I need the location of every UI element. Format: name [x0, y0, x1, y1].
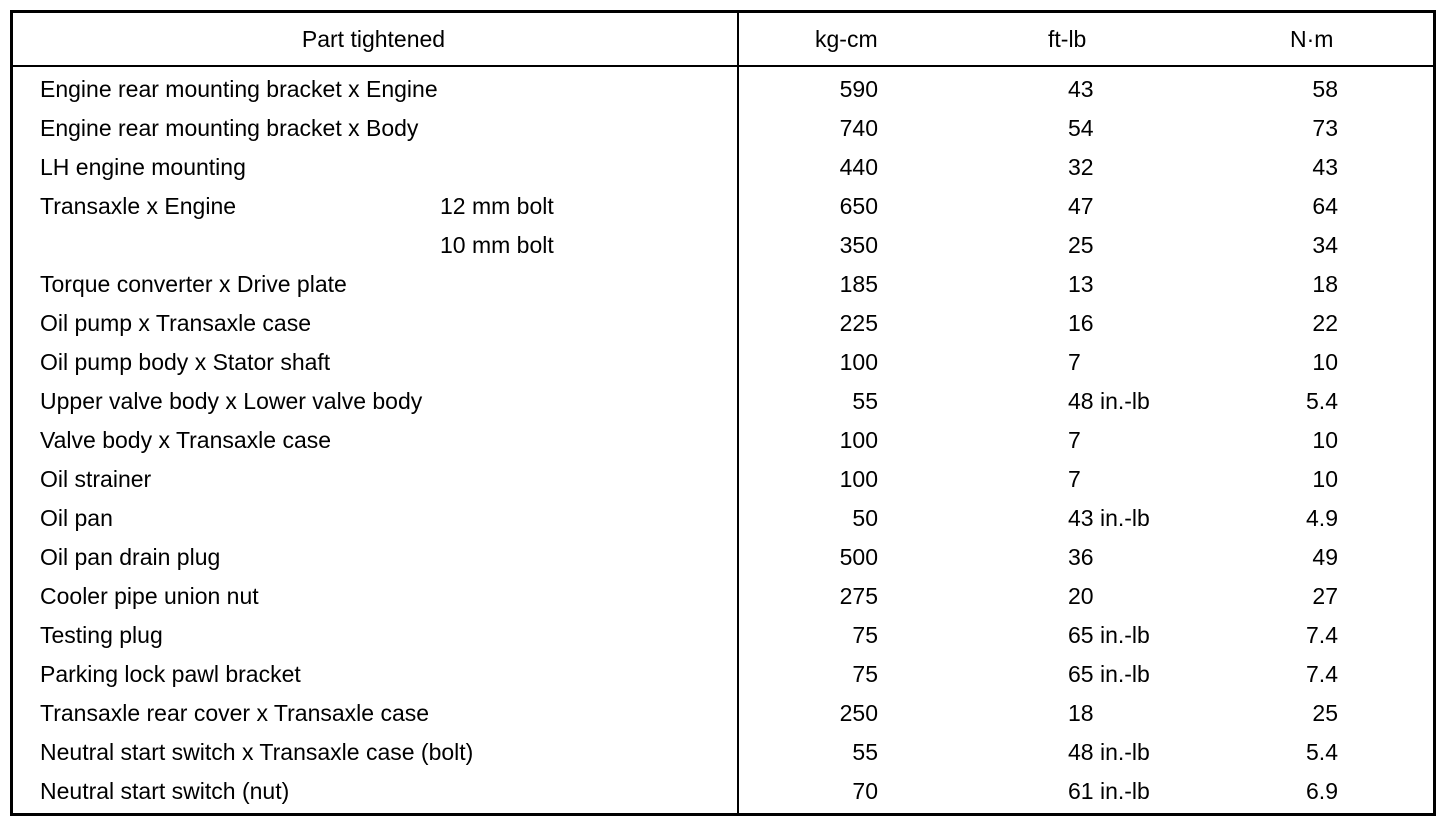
- n-m-cell: 5.4: [1306, 388, 1338, 414]
- kg-cm-cell: 250: [839, 700, 878, 726]
- n-m-cell: 34: [1312, 232, 1338, 258]
- n-m-cell: 7.4: [1306, 661, 1338, 687]
- n-m-cell: 10: [1312, 349, 1338, 375]
- kg-cm-cell: 275: [839, 583, 878, 609]
- kg-cm-cell: 185: [839, 271, 878, 297]
- kg-cm-cell: 75: [852, 661, 878, 687]
- kg-cm-cell: 350: [839, 232, 878, 258]
- kg-cm-cell: 225: [839, 310, 878, 336]
- n-m-cell: 7.4: [1306, 622, 1338, 648]
- part-cell: Torque converter x Drive plate: [40, 271, 347, 297]
- n-m-cell: 5.4: [1306, 739, 1338, 765]
- n-m-cell: 49: [1312, 544, 1338, 570]
- ft-lb-cell: 18: [1068, 700, 1094, 726]
- kg-cm-cell: 590: [839, 76, 878, 102]
- part-cell: Neutral start switch x Transaxle case (bolt): [40, 739, 474, 765]
- kg-cm-cell: 50: [852, 505, 878, 531]
- ft-lb-cell: 47: [1068, 193, 1094, 219]
- ft-lb-cell: 25: [1068, 232, 1094, 258]
- part-cell: Transaxle rear cover x Transaxle case: [40, 700, 430, 726]
- kg-cm-cell: 75: [852, 622, 878, 648]
- table-row: [0, 343, 1456, 382]
- part-cell: Upper valve body x Lower valve body: [40, 388, 423, 414]
- ft-lb-cell: 43 in.-lb: [1068, 505, 1150, 531]
- ft-lb-cell: 7: [1068, 349, 1081, 375]
- kg-cm-cell: 440: [839, 154, 878, 180]
- part-cell: Oil pan: [40, 505, 113, 531]
- ft-lb-cell: 61 in.-lb: [1068, 778, 1150, 804]
- table-row: [0, 733, 1456, 772]
- table-row: [0, 772, 1456, 811]
- ft-lb-cell: 65 in.-lb: [1068, 661, 1150, 687]
- n-m-cell: 64: [1312, 193, 1338, 219]
- header-kg-cm: kg-cm: [815, 26, 878, 52]
- n-m-cell: 18: [1312, 271, 1338, 297]
- kg-cm-cell: 55: [852, 739, 878, 765]
- part-cell: Engine rear mounting bracket x Body: [40, 115, 419, 141]
- kg-cm-cell: 70: [852, 778, 878, 804]
- part-cell: Oil strainer: [40, 466, 152, 492]
- part-cell: Oil pan drain plug: [40, 544, 221, 570]
- table-row: [0, 499, 1456, 538]
- table-row: [0, 538, 1456, 577]
- part-cell: Engine rear mounting bracket x Engine: [40, 76, 438, 102]
- table-row: [0, 577, 1456, 616]
- n-m-cell: 58: [1312, 76, 1338, 102]
- kg-cm-cell: 500: [839, 544, 878, 570]
- n-m-cell: 25: [1312, 700, 1338, 726]
- n-m-cell: 10: [1312, 427, 1338, 453]
- header-n-m: N·m: [1290, 26, 1334, 52]
- table-row: [0, 109, 1456, 148]
- table-row: [0, 382, 1456, 421]
- bolt-size-cell: 12 mm bolt: [440, 193, 554, 219]
- table-row: [0, 265, 1456, 304]
- header-ft-lb: ft-lb: [1048, 26, 1087, 52]
- ft-lb-cell: 36: [1068, 544, 1094, 570]
- header-divider: [10, 65, 1436, 67]
- table-row: [0, 304, 1456, 343]
- table-row: [0, 655, 1456, 694]
- ft-lb-cell: 32: [1068, 154, 1094, 180]
- kg-cm-cell: 650: [839, 193, 878, 219]
- table-row: [0, 421, 1456, 460]
- kg-cm-cell: 100: [839, 427, 878, 453]
- torque-table-body: [0, 70, 1456, 811]
- part-cell: Transaxle x Engine: [40, 193, 237, 219]
- ft-lb-cell: 48 in.-lb: [1068, 388, 1150, 414]
- table-row: [0, 460, 1456, 499]
- part-cell: Neutral start switch (nut): [40, 778, 290, 804]
- ft-lb-cell: 43: [1068, 76, 1094, 102]
- n-m-cell: 73: [1312, 115, 1338, 141]
- bolt-size-cell: 10 mm bolt: [440, 232, 554, 258]
- table-row: [0, 694, 1456, 733]
- part-cell: Parking lock pawl bracket: [40, 661, 301, 687]
- n-m-cell: 22: [1312, 310, 1338, 336]
- table-row: [0, 226, 1456, 265]
- ft-lb-cell: 54: [1068, 115, 1094, 141]
- n-m-cell: 10: [1312, 466, 1338, 492]
- n-m-cell: 43: [1312, 154, 1338, 180]
- ft-lb-cell: 7: [1068, 427, 1081, 453]
- kg-cm-cell: 100: [839, 466, 878, 492]
- ft-lb-cell: 65 in.-lb: [1068, 622, 1150, 648]
- kg-cm-cell: 740: [839, 115, 878, 141]
- ft-lb-cell: 7: [1068, 466, 1081, 492]
- part-cell: LH engine mounting: [40, 154, 246, 180]
- ft-lb-cell: 48 in.-lb: [1068, 739, 1150, 765]
- part-cell: Valve body x Transaxle case: [40, 427, 332, 453]
- n-m-cell: 4.9: [1306, 505, 1338, 531]
- n-m-cell: 27: [1312, 583, 1338, 609]
- ft-lb-cell: 16: [1068, 310, 1094, 336]
- ft-lb-cell: 13: [1068, 271, 1094, 297]
- n-m-cell: 6.9: [1306, 778, 1338, 804]
- ft-lb-cell: 20: [1068, 583, 1094, 609]
- part-cell: Oil pump x Transaxle case: [40, 310, 312, 336]
- part-cell: Oil pump body x Stator shaft: [40, 349, 331, 375]
- table-row: [0, 616, 1456, 655]
- kg-cm-cell: 100: [839, 349, 878, 375]
- header-part-tightened: Part tightened: [301, 26, 446, 52]
- kg-cm-cell: 55: [852, 388, 878, 414]
- part-cell: Cooler pipe union nut: [40, 583, 259, 609]
- table-row: [0, 187, 1456, 226]
- part-cell: Testing plug: [40, 622, 163, 648]
- table-row: [0, 70, 1456, 109]
- table-row: [0, 148, 1456, 187]
